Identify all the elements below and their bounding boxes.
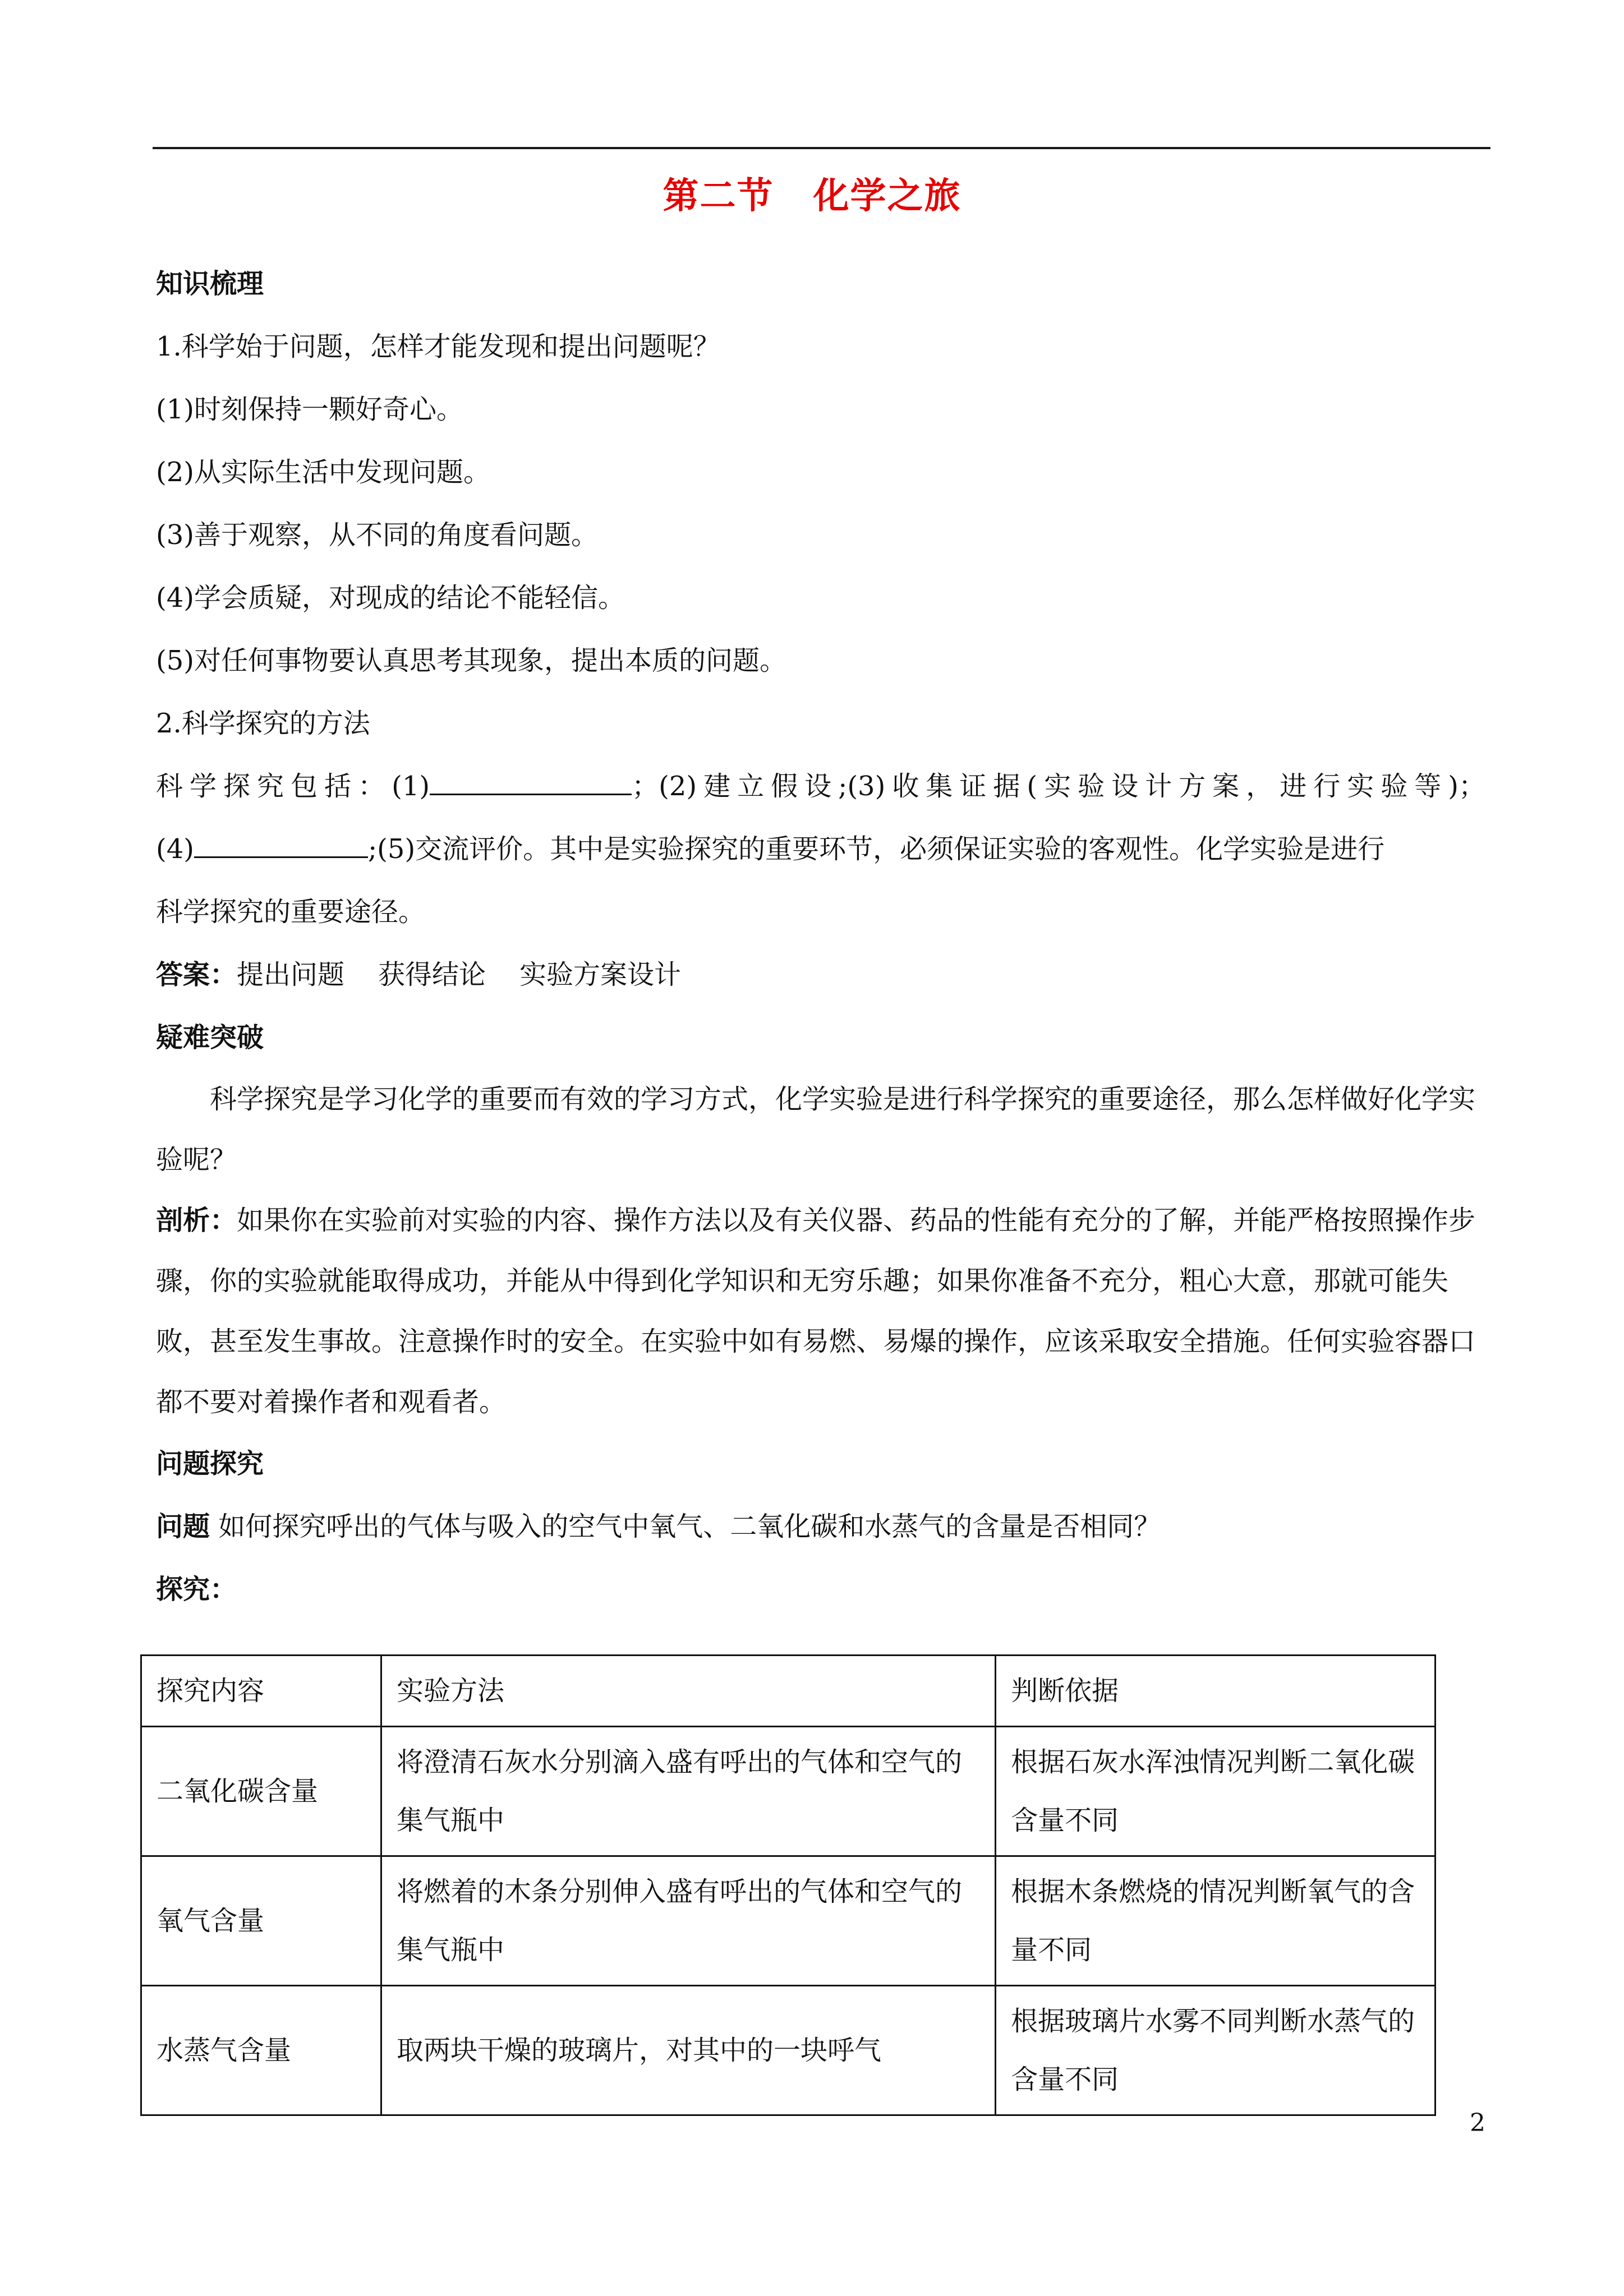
table-row: [141, 1856, 1436, 1986]
analysis-paragraph: [156, 1190, 1485, 1432]
difficulty-question: 科学探究是学习化学的重要而有效的学习方式，化学实验是进行科学探究的重要途径，那么怎样做好化学实验呢？: [156, 1084, 1476, 1175]
table-row: [141, 1727, 1436, 1856]
method-line-2: [156, 818, 1485, 880]
page-title: [0, 174, 1624, 219]
table-cell: 水蒸气含量: [141, 1986, 381, 2115]
table-cell: 根据石灰水浑浊情况判断二氧化碳含量不同: [996, 1727, 1436, 1856]
analysis-text: 如果你在实验前对实验的内容、操作方法以及有关仪器、药品的性能有充分的了解，并能严格按照操作步骤，你的实验就能取得成功，并能从中得到化学知识和无穷乐趣；如果你准备不充分，粗心大意，那就可能失败，甚至发生事故。注意操作时的安全。在实验中如有易燃、易爆的操作，应该采取安全措施。任何实验容器口都不要对着操作者和观看者。: [156, 1205, 1476, 1418]
table-header: 判断依据: [996, 1656, 1436, 1727]
knowledge-heading: 知识梳理: [156, 268, 264, 299]
method-line-3: 科学探究的重要途径。: [156, 896, 426, 928]
fill-blank-1: [430, 769, 632, 795]
method-line-2-suffix: ;(5)交流评价。其中是实验探究的重要环节，必须保证实验的客观性。化学实验是进行: [368, 833, 1385, 865]
answer-line: [156, 943, 1485, 1006]
knowledge-item: (5)对任何事物要认真思考其现象，提出本质的问题。: [156, 645, 786, 676]
inquiry-heading: 问题探究: [156, 1448, 264, 1479]
answer-item: 获得结论: [378, 959, 486, 990]
table-cell: 氧气含量: [141, 1856, 381, 1986]
method-line-2-prefix: (4): [156, 833, 194, 865]
question-text: 如何探究呼出的气体与吸入的空气中氧气、二氧化碳和水蒸气的含量是否相同？: [218, 1511, 1161, 1542]
knowledge-question-1: 1.科学始于问题，怎样才能发现和提出问题呢？: [156, 331, 720, 362]
table-cell: 将燃着的木条分别伸入盛有呼出的气体和空气的集气瓶中: [381, 1856, 996, 1986]
question-label: 问题: [156, 1511, 210, 1542]
answer-label: 答案：: [156, 959, 237, 990]
difficulty-heading: 疑难突破: [156, 1022, 264, 1053]
table-row: [141, 1986, 1436, 2115]
answer-item: 实验方案设计: [519, 959, 682, 990]
table-header: 实验方法: [381, 1656, 996, 1727]
table-cell: 二氧化碳含量: [141, 1727, 381, 1856]
inquiry-question: [156, 1495, 1485, 1558]
explore-label: 探究：: [156, 1574, 237, 1605]
table-header-row: [141, 1656, 1436, 1727]
table-cell: 根据玻璃片水雾不同判断水蒸气的含量不同: [996, 1986, 1436, 2115]
knowledge-item: (1)时刻保持一颗好奇心。: [156, 394, 463, 425]
knowledge-item: (4)学会质疑，对现成的结论不能轻信。: [156, 582, 625, 614]
table-cell: 取两块干燥的玻璃片，对其中的一块呼气: [381, 1986, 996, 2115]
analysis-label: 剖析：: [156, 1205, 237, 1236]
method-line-1-prefix: 科学探究包括：(1): [156, 771, 430, 802]
table-cell: 根据木条燃烧的情况判断氧气的含量不同: [996, 1856, 1436, 1986]
knowledge-question-2: 2.科学探究的方法: [156, 708, 370, 739]
method-line-1: [156, 755, 1485, 818]
knowledge-item: (3)善于观察，从不同的角度看问题。: [156, 519, 598, 551]
method-line-1-suffix: ；(2)建立假设;(3)收集证据(实验设计方案，进行实验等)；: [632, 771, 1485, 802]
page-number: 2: [1470, 2109, 1485, 2137]
table-cell: 将澄清石灰水分别滴入盛有呼出的气体和空气的集气瓶中: [381, 1727, 996, 1856]
content-body: [156, 252, 1485, 1621]
inquiry-table: [140, 1654, 1436, 2116]
title-name: 化学之旅: [813, 175, 961, 217]
knowledge-item: (2)从实际生活中发现问题。: [156, 457, 490, 488]
title-section: 第二节: [663, 175, 774, 217]
answer-item: 提出问题: [237, 959, 345, 990]
header-rule: [153, 147, 1490, 149]
fill-blank-2: [194, 832, 368, 858]
table-header: 探究内容: [141, 1656, 381, 1727]
